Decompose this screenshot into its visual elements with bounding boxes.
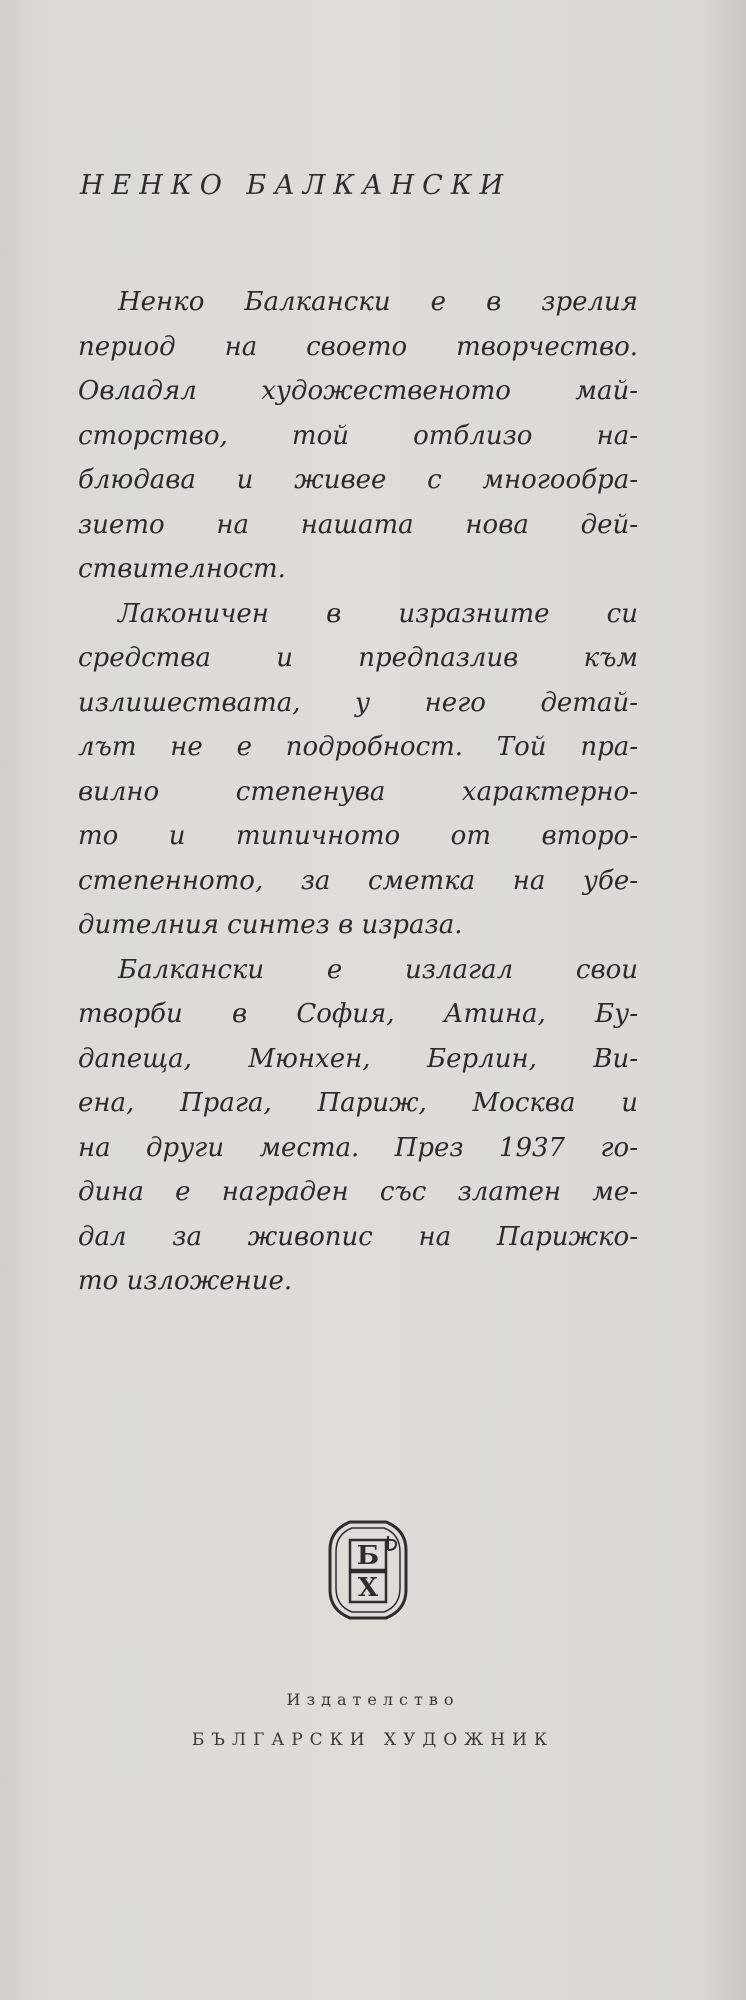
bio-line: период на своето творчество. bbox=[78, 331, 638, 362]
bio-line: блюдава и живее с многообра- bbox=[78, 465, 638, 495]
bio-paragraph bbox=[78, 948, 638, 1304]
logo-hard-sign-mark bbox=[388, 1536, 396, 1550]
bio-line: излишествата, у него детай- bbox=[78, 687, 638, 718]
bio-line: дал за живопис на Парижко- bbox=[78, 1221, 638, 1252]
bio-line: лът не е подробност. Той пра- bbox=[78, 732, 638, 762]
bio-line: Балкански е излагал свои bbox=[118, 954, 638, 985]
bio-line: ена, Прага, Париж, Москва и bbox=[78, 1088, 638, 1118]
bio-paragraph bbox=[78, 280, 638, 592]
bio-line: дина е награден със златен ме- bbox=[78, 1177, 638, 1207]
bio-line: зието на нашата нова дей- bbox=[78, 509, 638, 540]
bio-line: Ненко Балкански е в зрелия bbox=[118, 287, 638, 317]
bio-line: дапеща, Мюнхен, Берлин, Ви- bbox=[78, 1043, 638, 1074]
bio-line: то изложение. bbox=[78, 1266, 293, 1296]
bio-line: сторство, той отблизо на- bbox=[78, 420, 638, 451]
publisher-name: БЪЛГАРСКИ ХУДОЖНИК bbox=[191, 1730, 555, 1750]
bio-line: дителния синтез в израза. bbox=[78, 910, 463, 940]
bio-line: творби в София, Атина, Бу- bbox=[78, 999, 638, 1029]
biography-text bbox=[78, 280, 638, 1304]
bio-line: Овладял художественото май- bbox=[78, 376, 638, 406]
bio-paragraph bbox=[78, 592, 638, 948]
bio-line: степенното, за сметка на убе- bbox=[78, 865, 638, 896]
bio-line: то и типичното от второ- bbox=[78, 821, 638, 851]
bio-line: Лаконичен в изразните си bbox=[118, 598, 638, 629]
bio-line: средства и предпазлив към bbox=[78, 643, 638, 673]
bio-line: на други места. През 1937 го- bbox=[78, 1132, 638, 1163]
logo-letter-top: Б bbox=[356, 1541, 380, 1571]
publisher-logo bbox=[328, 1520, 408, 1620]
author-heading: НЕНКО БАЛКАНСКИ bbox=[80, 170, 512, 201]
bio-line: вилно степенува характерно- bbox=[78, 776, 638, 807]
publisher-caption: Издателство bbox=[286, 1690, 460, 1709]
bio-line: ствителност. bbox=[78, 554, 286, 584]
logo-letter-bottom: Х bbox=[357, 1573, 379, 1603]
